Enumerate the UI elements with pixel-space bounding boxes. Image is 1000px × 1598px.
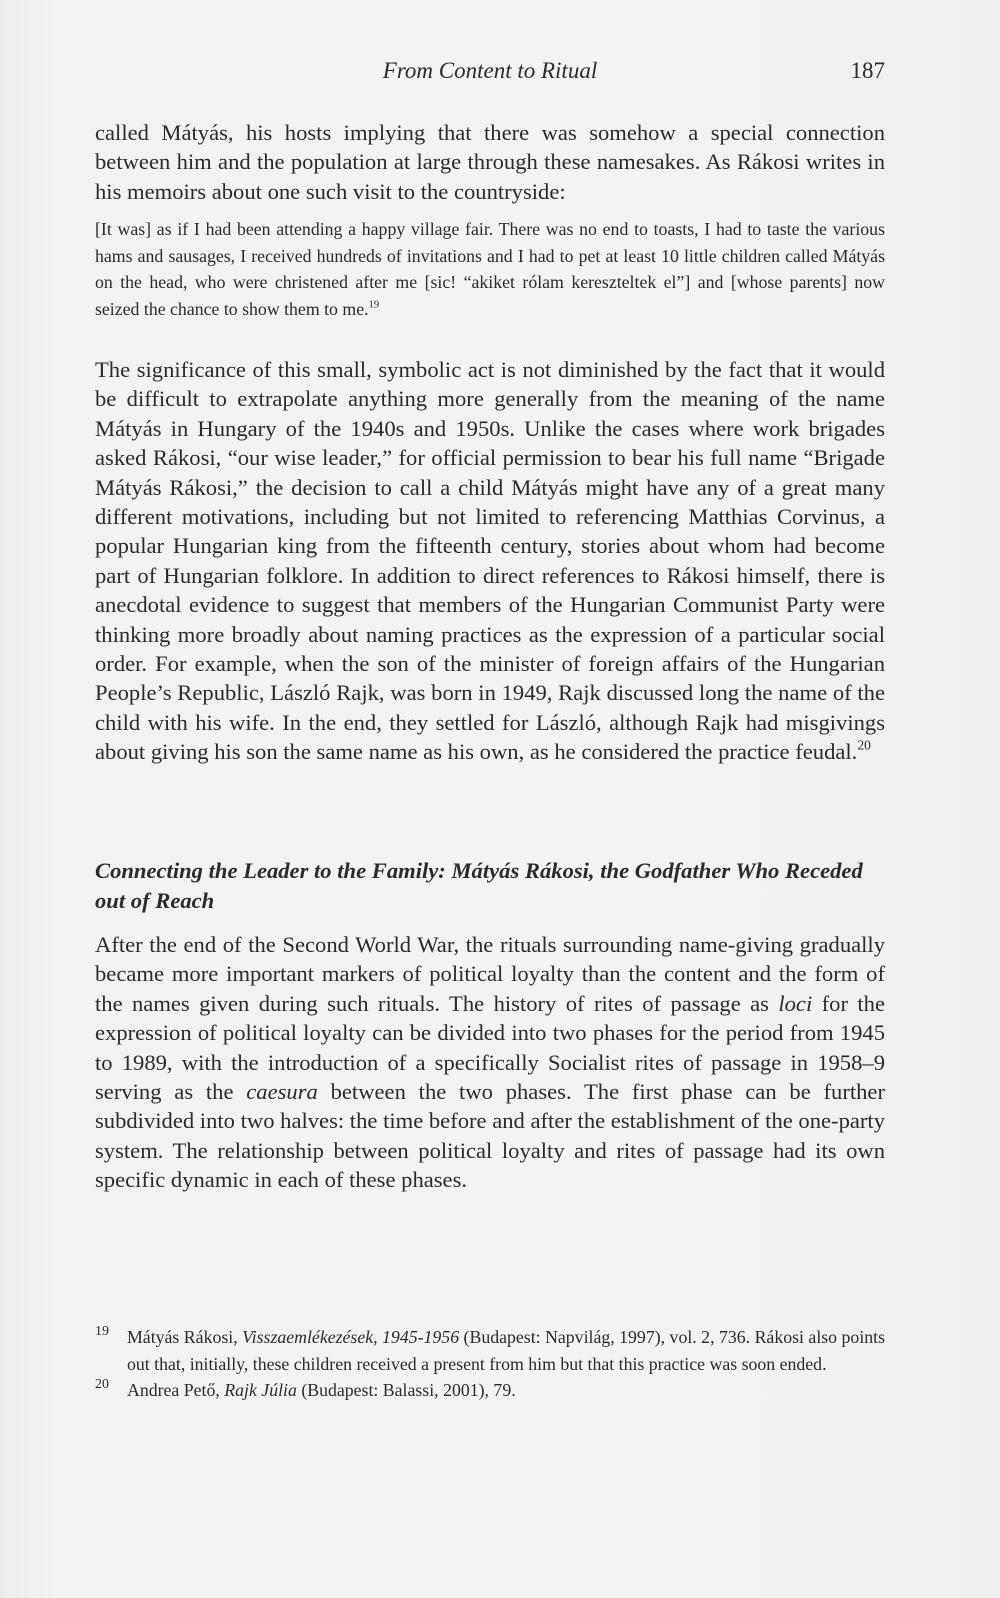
footnote-20: [95, 1377, 885, 1404]
paragraph-rituals-text-a: After the end of the Second World War, the rituals surrounding name-giving gradually became more important markers of political loyalty than the content and the form of the names given during such rituals. The history of rites of passage as: [95, 932, 885, 1016]
page-number: 187: [850, 58, 885, 83]
footnote-19: [95, 1324, 885, 1377]
term-caesura: caesura: [246, 1079, 318, 1105]
page-header: [95, 54, 885, 90]
footnote-text: Andrea Pető,: [127, 1380, 225, 1400]
running-title: From Content to Ritual: [382, 58, 598, 83]
footnote-ref-19: 19: [368, 298, 380, 311]
footnote-text: (Budapest: Napvilág, 1997), vol. 2, 736. Rákosi also points out that, initially, these children received a present from him but that this practice was soon ended.: [127, 1327, 886, 1374]
paragraph-rituals: [95, 930, 885, 1195]
paragraph-rituals-text-b: for the expression of political loyalty can be divided into two phases for the period from 1945 to 1989, with the introduction of a specifically Socialist rites of passage in 1958–9 serving as the: [95, 990, 885, 1105]
footnote-title: Rajk Júlia: [224, 1380, 297, 1400]
paragraph-intro: called Mátyás, his hosts implying that there was somehow a special connection between him and the population at large through these namesakes. As Rákosi writes in his memoirs about one such visit to the countryside:: [95, 120, 885, 204]
footnote-text: (Budapest: Balassi, 2001), 79.: [296, 1380, 516, 1400]
footnote-text: Mátyás Rákosi,: [127, 1327, 243, 1347]
term-loci: loci: [778, 990, 813, 1016]
footnote-title: Visszaemlékezések, 1945-1956: [242, 1327, 460, 1347]
footnote-number: 20: [95, 1377, 109, 1392]
footnote-number: 19: [95, 1324, 109, 1339]
block-quote-text: [It was] as if I had been attending a happy village fair. There was no end to toasts, I had to taste the various hams and sausages, I received hundreds of invitations and I had to pet at least 10 little children called Mátyás on the head, who were christened after me [sic! “akiket rólam kereszteltek el”] and [whose parents] now seized the chance to show them to me.: [95, 219, 885, 319]
paragraph-significance-text: The significance of this small, symbolic act is not diminished by the fact that it would be difficult to extrapolate anything more generally from the meaning of the name Mátyás in Hungary of the 1940s and 1950s. Unlike the cases where work brigades asked Rákosi, “our wise leader,” for official permission to bear his full name “Brigade Mátyás Rákosi,” the decision to call a child Mátyás might have any of a great many different motivations, including but not limited to referencing Matthias Corvinus, a popular Hungarian king from the fifteenth century, stories about whom had become part of Hungarian folklore. In addition to direct references to Rákosi himself, there is anecdotal evidence to suggest that members of the Hungarian Communist Party were thinking more broadly about naming practices as the expression of a particular social order. For example, when the son of the minister of foreign affairs of the Hungarian People’s Republic, László Rajk, was born in 1949, Rajk discussed long the name of the child with his wife. In the end, they settled for László, although Rajk had misgivings about giving his son the same name as his own, as he considered the practice feudal.: [95, 357, 885, 765]
paragraph-rituals-text-c: between the two phases. The first phase can be further subdivided into two halves: the time before and after the establishment of the one-party system. The relationship between political loyalty and rites of passage had its own specific dynamic in each of these phases.: [95, 1079, 885, 1193]
paragraph-significance: [95, 355, 885, 767]
footnote-ref-20: 20: [857, 737, 871, 753]
block-quote: [95, 216, 885, 322]
footnotes: [95, 1324, 885, 1404]
section-heading: Connecting the Leader to the Family: Mátyás Rákosi, the Godfather Who Receded out of Reach: [95, 858, 863, 913]
